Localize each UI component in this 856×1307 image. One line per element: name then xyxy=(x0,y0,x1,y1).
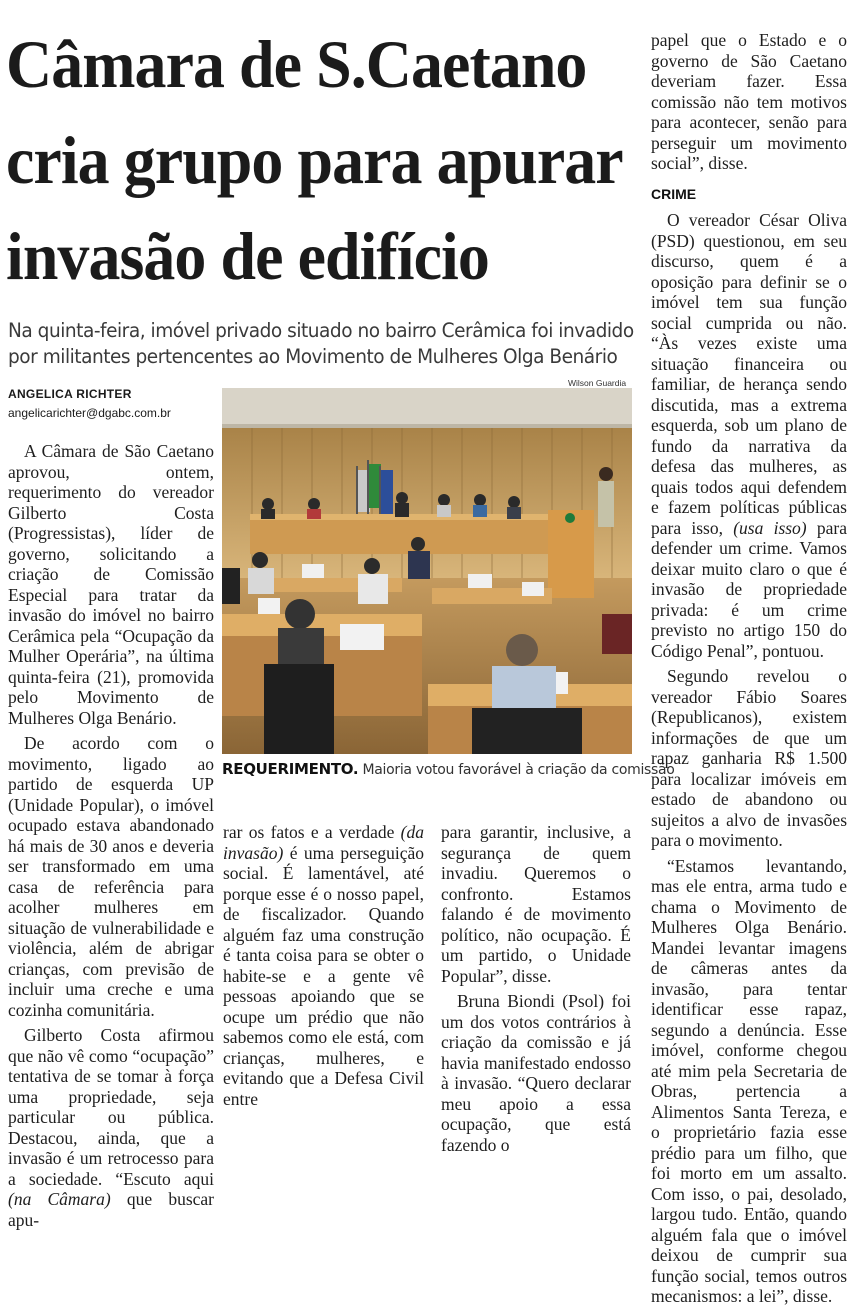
author-name: ANGELICA RICHTER xyxy=(8,387,132,401)
paragraph xyxy=(8,1025,214,1230)
headline-line-3: invasão de edifício xyxy=(6,218,489,294)
caption-text: Maioria votou favorável à criação da comissão xyxy=(358,762,675,778)
paragraph-tail: que buscar apu- xyxy=(8,1189,214,1230)
headline-line-2: cria grupo para apurar xyxy=(6,122,623,198)
photo-caption xyxy=(222,760,675,778)
paragraph: papel que o Estado e o governo de São Caetano deveriam fazer. Essa comissão não tem motivos para acontecer, senão para perseguir um movimento social”, disse. xyxy=(651,30,847,173)
paragraph: A Câmara de São Caetano aprovou, ontem, requerimento do vereador Gilberto Costa (Progressistas), líder de governo, solicitando a criação de Comissão Especial para tratar da invasão do imóvel no bairro Cerâmica pela “Ocupação da Mulher Operária”, na última quinta-feira (21), promovida pelo Movimento de Mulheres Olga Benário. xyxy=(8,441,214,728)
article-column-4 xyxy=(651,30,847,1307)
paragraph-text: Gilberto Costa afirmou que não vê como “ocupação” tentativa de se tomar à força uma propriedade, seja particular ou pública. Destacou, ainda, que a invasão é um retrocesso para a sociedade. “Escuto aqui xyxy=(8,1025,214,1189)
paragraph: “Estamos levantando, mas ele entra, arma tudo e chama o Movimento de Mulheres Olga Benário. Mandei levantar imagens de câmeras antes da invasão, para tentar identificar esse rapaz, segundo a denúncia. Esse imóvel, conforme chegou até mim pela Secretaria de Obras, pertencia a Alimentos Santa Tereza, e o proprietário fazia esse prédio para um filho, que foi morto em um assalto. Com isso, o pai, desolado, largou tudo. Então, quando alguém fala que o imóvel deixou de cumprir sua função social, temos outros mecanismos: a lei”, disse. xyxy=(651,855,847,1306)
paragraph-head: rar os fatos e a verdade xyxy=(223,822,401,842)
paragraph: para garantir, inclusive, a segurança de quem invadiu. Queremos o confronto. Estamos falando é de movimento político, não ocupação. É um partido, o Unidade Popular”, disse. xyxy=(441,822,631,986)
paragraph xyxy=(223,822,424,1109)
subheadline-line-1: Na quinta-feira, imóvel privado situado no bairro Cerâmica foi invadido xyxy=(8,319,634,342)
paragraph: Segundo revelou o vereador Fábio Soares (Republicanos), existem informações de que um rapaz ganharia R$ 1.500 para localizar imóveis em estado de abandono ou sujeitos a alvo de invasões para o movimento. xyxy=(651,666,847,850)
headline xyxy=(6,16,623,304)
article-column-3 xyxy=(441,822,631,1155)
subheadline xyxy=(8,318,634,370)
italic-aside: (da invasão) xyxy=(223,822,424,863)
italic-aside: (na Câmara) xyxy=(8,1189,111,1209)
photo-illustration xyxy=(222,388,632,754)
headline-line-1: Câmara de S.Caetano xyxy=(6,26,587,102)
subheadline-line-2: por militantes pertencentes ao Movimento de Mulheres Olga Benário xyxy=(8,345,618,368)
article-column-1 xyxy=(8,441,214,1230)
paragraph-rest: é uma perseguição social. É lamentável, até porque esse é o nosso papel, de fiscalizador. Quando alguém faz uma construção é tanta coisa para se obter o habite-se e a gente vê pessoas apoiando que se ocupe um prédio que não sabemos como ele está, com crianças, mulheres, e evitando que a Defesa Civil entre xyxy=(223,842,424,1109)
author-email: angelicarichter@dgabc.com.br xyxy=(8,406,171,420)
paragraph-tail: para defender um crime. Vamos deixar muito claro o que é invasão de propriedade privada: é um crime previsto no artigo 150 do Código Penal”, pontuou. xyxy=(651,517,847,661)
council-session-photo xyxy=(222,388,632,754)
caption-label: REQUERIMENTO. xyxy=(222,760,359,778)
paragraph: De acordo com o movimento, ligado ao partido de esquerda UP (Unidade Popular), o imóvel ocupado estava abandonado há mais de 30 anos e deveria ser transformado em uma casa de referência para acolher mulheres em situação de vulnerabilidade e violência, além de abrigar crianças, com previsão de incluir uma creche e uma cozinha comunitária. xyxy=(8,733,214,1020)
paragraph xyxy=(651,210,847,661)
photo-credit: Wilson Guardia xyxy=(568,378,627,388)
section-heading-crime: CRIME xyxy=(651,185,697,202)
paragraph-head: O vereador César Oliva (PSD) questionou, em seu discurso, quem é a oposição para definir se o imóvel tem sua função social cumprida ou não. “Às vezes existe uma situação financeira ou familiar, de herança sendo discutida, mas a extrema esquerda, sob um plano de fundo da narrativa da defesa das mulheres, as quais todos aqui defendem e fazem políticas públicas para isso, xyxy=(651,210,847,538)
article-column-2 xyxy=(223,822,424,1109)
paragraph: Bruna Biondi (Psol) foi um dos votos contrários à criação da comissão e já havia manifestado endosso à invasão. “Quero declarar meu apoio a essa ocupação, que está fazendo o xyxy=(441,991,631,1155)
italic-aside: (usa isso) xyxy=(733,517,807,538)
